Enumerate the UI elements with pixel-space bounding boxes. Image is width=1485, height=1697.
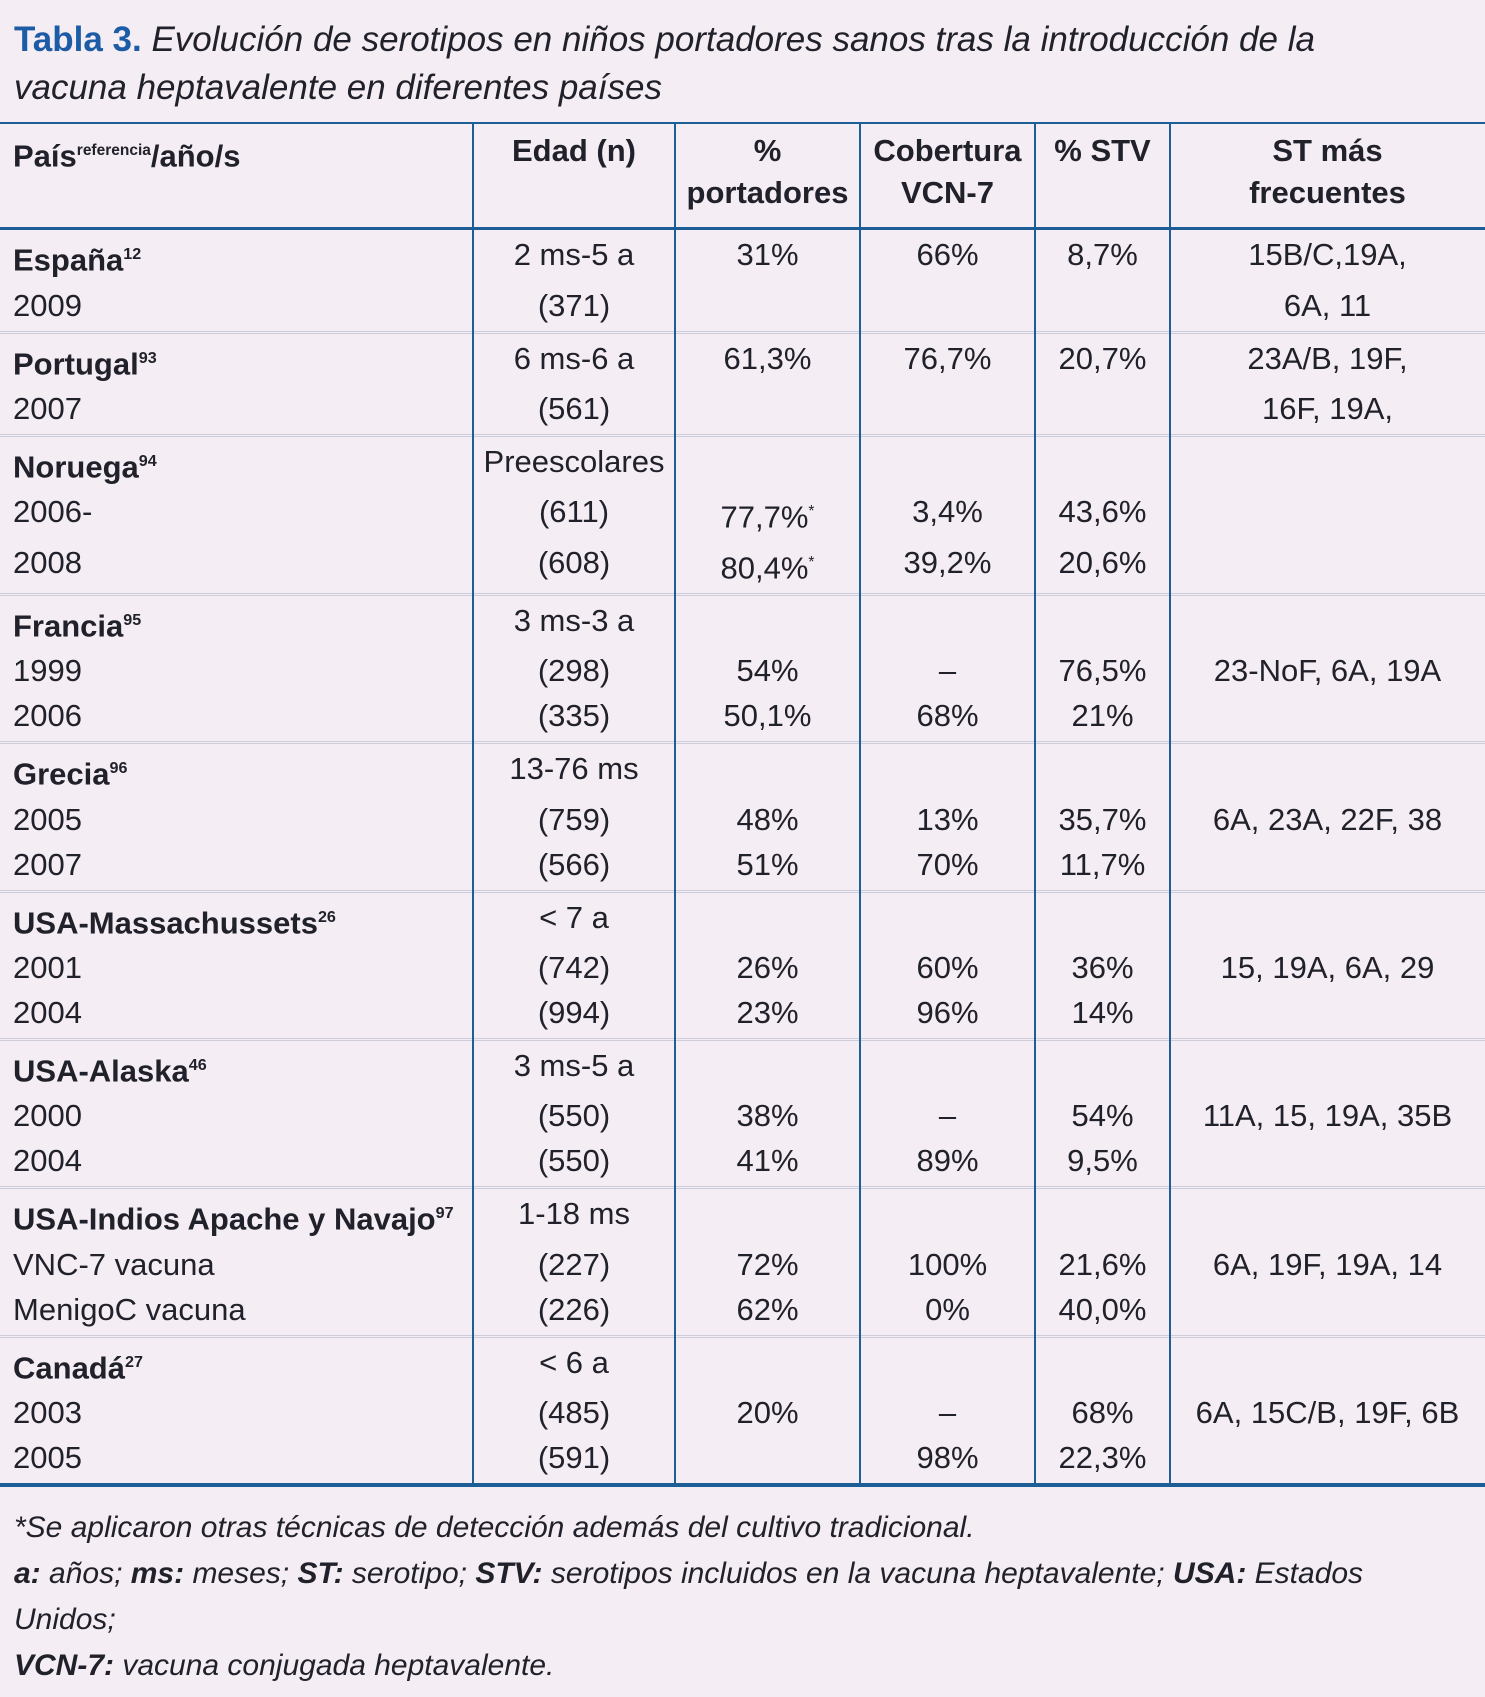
footnote-line: [14, 1551, 1469, 1643]
table-cell: 3,4%: [912, 494, 983, 530]
table-cell: [675, 895, 860, 945]
table-cell: [1170, 1043, 1485, 1093]
table-cell: (227): [537, 1246, 611, 1282]
footnote-text: Estados Unidos;: [14, 1556, 1364, 1636]
table-cell: [675, 283, 860, 328]
table-cell: 26%: [736, 949, 799, 985]
footnote-text: meses;: [184, 1556, 298, 1590]
table-cell: [1035, 1340, 1170, 1390]
table-cell: (759): [537, 801, 611, 837]
footnote-term: USA:: [1172, 1556, 1247, 1590]
table-title: [0, 0, 1400, 122]
column-divider: [1034, 122, 1036, 1487]
table-cell: 50,1%: [723, 698, 812, 734]
column-divider: [674, 122, 676, 1487]
table-cell: 2 ms-5 a: [513, 237, 635, 273]
country-block: [0, 1186, 1485, 1334]
reference-superscript: 27: [124, 1352, 143, 1371]
table-cell: [860, 895, 1035, 945]
table-cell: (608): [537, 544, 611, 580]
table-row: [0, 1287, 1485, 1332]
table-cell: [1170, 1287, 1485, 1332]
table-cell: [1170, 540, 1485, 590]
table-row: [0, 746, 1485, 796]
table-cell: 61,3%: [723, 340, 812, 376]
reference-superscript: 96: [109, 759, 128, 778]
table-cell: 40,0%: [1058, 1291, 1147, 1327]
table-cell: [675, 1043, 860, 1093]
table-cell: [675, 386, 860, 431]
table-cell: 8,7%: [1067, 237, 1138, 273]
table-cell: 9,5%: [1067, 1143, 1138, 1179]
table-cell: 11,7%: [1059, 846, 1146, 882]
country-name: USA-Indios Apache y Navajo: [13, 1201, 436, 1237]
table-cell: 13-76 ms: [509, 751, 639, 787]
table-cell: 14%: [1071, 994, 1134, 1030]
reference-superscript: 97: [435, 1204, 454, 1223]
table-row: [0, 540, 1485, 590]
table-cell: [860, 439, 1035, 489]
table-cell: 11A, 15, 19A, 35B: [1202, 1098, 1453, 1134]
footnote-text: años;: [40, 1556, 131, 1590]
table-cell: 100%: [907, 1246, 988, 1282]
asterisk-superscript: *: [808, 553, 815, 571]
footnote-term: a:: [14, 1556, 41, 1590]
header-st-frecuentes: ST más frecuentes: [1249, 133, 1406, 210]
table-cell: 3 ms-3 a: [513, 602, 635, 638]
table-cell: [1170, 1191, 1485, 1241]
table-cell: [860, 386, 1035, 431]
table-row: [0, 895, 1485, 945]
table-cell: 20,7%: [1058, 340, 1147, 376]
table-cell: 76,5%: [1058, 653, 1147, 689]
footnote-text: vacuna conjugada heptavalente.: [114, 1648, 555, 1682]
table-cell: 2005: [13, 801, 82, 837]
reference-superscript: 12: [123, 245, 142, 264]
table-cell: (566): [537, 846, 611, 882]
country-name: USA-Alaska: [13, 1053, 189, 1089]
table-cell: [675, 1340, 860, 1390]
table-cell: 98%: [916, 1439, 979, 1475]
table-cell: 0%: [925, 1291, 970, 1327]
table-cell: (994): [537, 994, 611, 1030]
table-cell: 21%: [1071, 698, 1134, 734]
table-cell: 2004: [13, 994, 82, 1030]
footnote-term: VCN-7:: [14, 1648, 115, 1682]
table-cell: 6A, 19F, 19A, 14: [1212, 1246, 1443, 1282]
footnote-text: *Se aplicaron otras técnicas de detección además del cultivo tradicional.: [14, 1510, 975, 1544]
table-row: [0, 598, 1485, 648]
table-cell: [1035, 1043, 1170, 1093]
country-cell: [0, 439, 473, 489]
footnote-term: ms:: [130, 1556, 185, 1590]
table-cell: 15, 19A, 6A, 29: [1220, 949, 1435, 985]
table-row: [0, 842, 1485, 887]
table-cell: 38%: [736, 1098, 799, 1134]
table-cell: (611): [538, 494, 610, 530]
table-cell: 60%: [916, 949, 979, 985]
table-cell: 54%: [1071, 1098, 1134, 1134]
table-row: [0, 1043, 1485, 1093]
table-cell: [1170, 489, 1485, 539]
table-cell: 70%: [916, 846, 979, 882]
asterisk-superscript: *: [808, 503, 815, 521]
table-cell: (371): [537, 287, 611, 323]
country-block: [0, 1335, 1485, 1483]
column-divider: [472, 122, 474, 1487]
table-cell: 72%: [736, 1246, 799, 1282]
footnote-text: serotipo;: [343, 1556, 476, 1590]
table-cell: (550): [537, 1098, 611, 1134]
table-header-row: [0, 122, 1485, 230]
table-cell: 89%: [916, 1143, 979, 1179]
table-cell: [1170, 895, 1485, 945]
table-cell: [860, 746, 1035, 796]
table-row: [0, 1138, 1485, 1183]
table-cell: 62%: [736, 1291, 799, 1327]
column-divider: [859, 122, 861, 1487]
country-block: [0, 331, 1485, 434]
table-cell: 6 ms-6 a: [513, 340, 635, 376]
table-cell: 2007: [13, 390, 82, 426]
country-name: Francia: [13, 608, 124, 644]
table-cell: [860, 283, 1035, 328]
table-cell: [1170, 1435, 1485, 1480]
table-cell: [1035, 746, 1170, 796]
column-divider: [1169, 122, 1171, 1487]
table-cell: [860, 1043, 1035, 1093]
table-cell: 23A/B, 19F,: [1247, 340, 1408, 376]
header-pais-sup: referencia: [76, 142, 151, 159]
table-cell: 2009: [13, 287, 82, 323]
country-block: [0, 230, 1485, 330]
country-name: USA-Massachussets: [13, 904, 318, 940]
country-name: Canadá: [13, 1349, 125, 1385]
table-cell: < 6 a: [539, 1344, 609, 1380]
country-block: [0, 890, 1485, 1038]
table-cell: 2004: [13, 1143, 82, 1179]
table-cell: 2006-: [13, 494, 93, 530]
header-pais: [0, 130, 473, 219]
header-portadores: % portadores: [686, 133, 849, 210]
table-cell: 39,2%: [903, 544, 992, 580]
table-cell: (550): [537, 1143, 611, 1179]
footnote-line: [14, 1643, 1469, 1689]
data-table: [0, 122, 1485, 1487]
table-cell: (485): [537, 1394, 611, 1430]
table-cell: [675, 598, 860, 648]
table-row: [0, 283, 1485, 328]
table-row: [0, 336, 1485, 386]
table-cell: [860, 598, 1035, 648]
country-block: [0, 593, 1485, 741]
table-cell: 2005: [13, 1439, 82, 1475]
table-cell: 2003: [13, 1394, 82, 1430]
header-stv: % STV: [1054, 133, 1151, 168]
table-cell: 3 ms-5 a: [513, 1047, 635, 1083]
country-cell: [0, 336, 473, 386]
country-cell: [0, 895, 473, 945]
table-cell: (561): [537, 390, 611, 426]
table-row: [0, 489, 1485, 539]
country-cell: [0, 1340, 473, 1390]
table-cell: 15B/C,19A,: [1248, 237, 1407, 273]
table-row: [0, 232, 1485, 282]
table-cell: 21,6%: [1058, 1246, 1147, 1282]
table-row: [0, 1390, 1485, 1435]
country-block: [0, 1038, 1485, 1186]
table-cell: [1170, 1340, 1485, 1390]
table-cell: 2000: [13, 1098, 82, 1134]
table-cell: VNC-7 vacuna: [13, 1246, 215, 1282]
footnotes: [0, 1487, 1485, 1697]
table-cell: < 7 a: [539, 899, 609, 935]
table-cell: MenigoC vacuna: [13, 1291, 246, 1327]
header-cobertura: Cobertura VCN-7: [873, 133, 1022, 210]
table-cell: 6A, 11: [1283, 287, 1372, 323]
country-block: [0, 741, 1485, 889]
country-name: Portugal: [13, 345, 139, 381]
table-cell: 20,6%: [1058, 544, 1147, 580]
table-row: [0, 386, 1485, 431]
country-cell: [0, 1191, 473, 1241]
table-cell: Preescolares: [483, 443, 665, 479]
table-cell: 96%: [916, 994, 979, 1030]
table-cell: 76,7%: [903, 340, 992, 376]
footnote-text: serotipos incluidos en la vacuna heptavalente;: [542, 1556, 1173, 1590]
table-row: [0, 990, 1485, 1035]
table-cell: 22,3%: [1058, 1439, 1147, 1475]
table-cell: 16F, 19A,: [1262, 390, 1393, 426]
table-cell: –: [938, 1098, 957, 1134]
table-cell: [675, 1191, 860, 1241]
table-cell: (591): [537, 1439, 611, 1475]
table-cell: 36%: [1071, 949, 1134, 985]
table-cell: 23-NoF, 6A, 19A: [1213, 653, 1442, 689]
country-cell: [0, 746, 473, 796]
table-row: [0, 797, 1485, 842]
country-cell: [0, 1043, 473, 1093]
country-name: Noruega: [13, 449, 139, 485]
table-cell: 6A, 15C/B, 19F, 6B: [1195, 1394, 1460, 1430]
table-cell: [1170, 746, 1485, 796]
table-cell: 66%: [916, 237, 979, 273]
footnote-term: STV:: [475, 1556, 543, 1590]
table-row: [0, 1242, 1485, 1287]
table-cell: 1-18 ms: [518, 1196, 630, 1232]
table-cell: [1035, 895, 1170, 945]
table-row: [0, 1340, 1485, 1390]
table-cell: 6A, 23A, 22F, 38: [1212, 801, 1443, 837]
table-cell: [1035, 386, 1170, 431]
header-edad: Edad (n): [512, 133, 636, 168]
header-pais-suffix: /año/s: [150, 138, 241, 174]
table-cell: 35,7%: [1058, 801, 1147, 837]
table-cell: 2006: [13, 698, 82, 734]
table-cell: (298): [537, 653, 611, 689]
table-cell: 41%: [736, 1143, 799, 1179]
table-row: [0, 1191, 1485, 1241]
table-cell: 68%: [916, 698, 979, 734]
table-cell: [1170, 990, 1485, 1035]
table-cell: [1035, 283, 1170, 328]
table-cell: [860, 1340, 1035, 1390]
table-cell: –: [938, 653, 957, 689]
table-body: [0, 230, 1485, 1487]
table-number-label: Tabla 3.: [14, 20, 142, 59]
table-cell: 54%: [736, 653, 799, 689]
table-cell: 68%: [1071, 1394, 1134, 1430]
footnote-line: [14, 1505, 1469, 1551]
table-cell: [1170, 598, 1485, 648]
table-row: [0, 1435, 1485, 1480]
table-cell: 2001: [13, 949, 82, 985]
table-cell: [1035, 598, 1170, 648]
reference-superscript: 46: [188, 1055, 207, 1074]
country-cell: [0, 598, 473, 648]
table-cell: [1170, 439, 1485, 489]
reference-superscript: 26: [317, 907, 336, 926]
table-cell: [675, 746, 860, 796]
table-cell: 13%: [916, 801, 979, 837]
table-cell: (226): [537, 1291, 611, 1327]
table-cell: [1170, 1138, 1485, 1183]
country-name: Grecia: [13, 756, 110, 792]
table-cell: 20%: [736, 1394, 799, 1430]
table-cell: [1170, 842, 1485, 887]
table-row: [0, 945, 1485, 990]
table-cell: [1170, 693, 1485, 738]
table-cell: 2007: [13, 846, 82, 882]
table-cell: [675, 439, 860, 489]
table-cell: –: [938, 1394, 957, 1430]
header-pais-main: País: [13, 138, 77, 174]
table-row: [0, 1093, 1485, 1138]
table-cell: [1035, 1191, 1170, 1241]
table-cell: (742): [537, 949, 611, 985]
table-cell: 2008: [13, 544, 82, 580]
table-row: [0, 693, 1485, 738]
table-cell: 43,6%: [1058, 494, 1147, 530]
country-cell: [0, 232, 473, 282]
table-cell: [675, 1435, 860, 1480]
table-cell: 80,4%*: [720, 549, 815, 585]
table-cell: 31%: [736, 237, 799, 273]
reference-superscript: 94: [138, 451, 157, 470]
table-row: [0, 648, 1485, 693]
table-cell: 48%: [736, 801, 799, 837]
table-cell: [860, 1191, 1035, 1241]
table-cell: [1035, 439, 1170, 489]
country-name: España: [13, 242, 124, 278]
table-cell: (335): [537, 698, 611, 734]
country-block: [0, 434, 1485, 593]
table-title-text: Evolución de serotipos en niños portadores sanos tras la introducción de la vacuna heptavalente en diferentes países: [14, 20, 1315, 107]
table-row: [0, 439, 1485, 489]
table-cell: 51%: [736, 846, 799, 882]
table-cell: 23%: [736, 994, 799, 1030]
table-cell: 1999: [13, 653, 82, 689]
reference-superscript: 93: [138, 348, 157, 367]
reference-superscript: 95: [123, 610, 142, 629]
table-cell: 77,7%*: [720, 499, 815, 535]
footnote-term: ST:: [297, 1556, 344, 1590]
